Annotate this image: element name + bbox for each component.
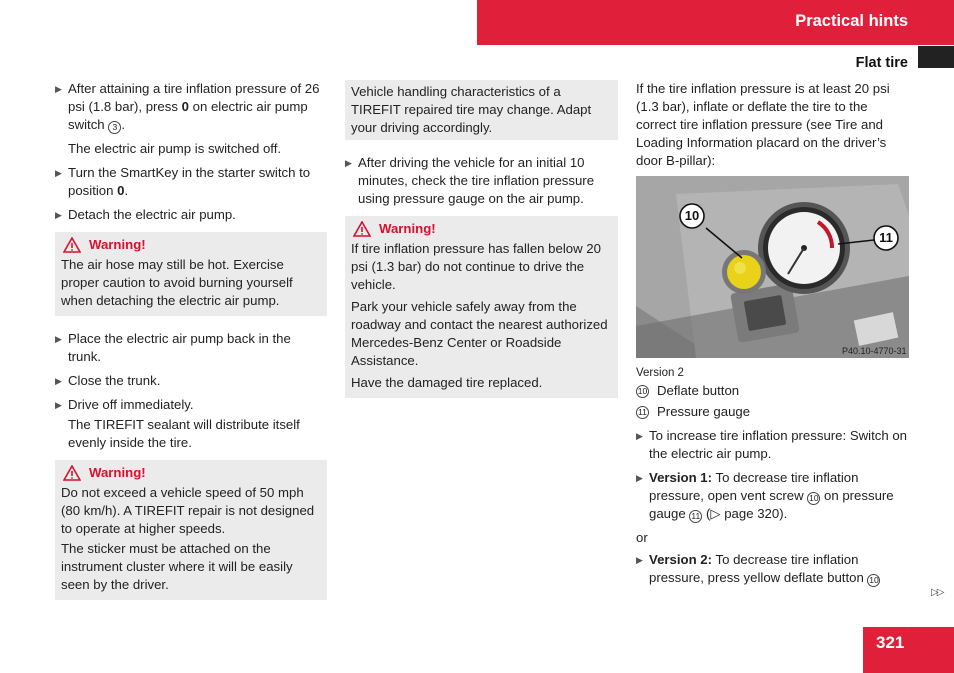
bullet-arrow-icon: ▶ (636, 555, 643, 565)
warning-triangle-icon (353, 221, 371, 237)
callout-number: 3 (108, 121, 121, 134)
warning-text: If tire inflation pressure has fallen below 20 psi (1.3 bar) do not continue to drive the vehicle. (351, 241, 601, 292)
section-title: Flat tire (855, 55, 908, 71)
page-number: 321 (876, 633, 905, 652)
intro-text: If the tire inflation pressure is at least 20 psi (1.3 bar), inflate or deflate the tire to the correct tire inflation pressure (see Tire and Loading Information placard on the driver’s door B-pillar): (636, 81, 890, 168)
warning-text: The air hose may still be hot. Exercise proper caution to avoid burning yourself when detaching the electric air pump. (61, 257, 293, 308)
step: ▶ Turn the SmartKey in the starter switch to position 0. (55, 165, 311, 198)
warning-text: Have the damaged tire replaced. (351, 375, 543, 390)
tab-marker (918, 46, 954, 68)
warning-triangle-icon (63, 465, 81, 481)
bullet-arrow-icon: ▶ (55, 376, 62, 386)
or-text: or (636, 530, 648, 545)
warning-heading: Warning! (61, 236, 321, 254)
column-3 (636, 80, 909, 593)
bullet-arrow-icon: ▶ (345, 158, 352, 168)
bullet-arrow-icon: ▶ (55, 168, 62, 178)
warning-text: The sticker must be attached on the instrument cluster where it will be easily seen by the driver. (61, 541, 293, 592)
note: The electric air pump is switched off. (68, 141, 282, 156)
callout-10: 10 (684, 208, 700, 223)
step: ▶ Version 2: To decrease tire inflation pressure, press yellow deflate button 10 (636, 552, 879, 585)
callout-number: 10 (809, 493, 819, 503)
warning-heading: Warning! (351, 220, 612, 238)
column-1 (55, 80, 327, 614)
bullet-arrow-icon: ▶ (55, 210, 62, 220)
warning-triangle-icon (63, 237, 81, 253)
step: ▶ To increase tire inflation pressure: Switch on the electric air pump. (636, 428, 908, 461)
note: The TIREFIT sealant will distribute itself evenly inside the tire. (68, 417, 300, 450)
bullet-arrow-icon: ▶ (636, 473, 643, 483)
legend-item: 11 Pressure gauge (636, 403, 909, 421)
header-title: Practical hints (795, 12, 908, 30)
callout-11: 11 (879, 230, 893, 245)
air-pump-photo (636, 176, 909, 358)
warning-box (55, 232, 327, 316)
callout-number: 10 (637, 386, 648, 396)
bullet-arrow-icon: ▶ (55, 84, 62, 94)
bullet-arrow-icon: ▶ (55, 334, 62, 344)
step: ▶ After driving the vehicle for an initial 10 minutes, check the tire inflation pressure using pressure gauge on the air pump. (345, 155, 595, 206)
warning-text: Do not exceed a vehicle speed of 50 mph (80 km/h). A TIREFIT repair is not designed to operate at higher speeds. (61, 485, 315, 536)
step: ▶ Detach the electric air pump. (55, 207, 236, 222)
callout-number: 11 (689, 510, 702, 523)
figure-reference: P40.10-4770-31 (842, 346, 907, 356)
step: ▶ Close the trunk. (55, 373, 161, 388)
warning-box (55, 460, 327, 600)
step: ▶ Place the electric air pump back in the trunk. (55, 331, 291, 364)
legend-item: 10 Deflate button (637, 383, 740, 398)
column-2 (345, 80, 618, 412)
step: ▶ Drive off immediately. (55, 397, 194, 412)
step: ▶ Version 1: To decrease tire inflation pressure, open vent screw 10 on pressure gauge 11 (▷ page 320). (636, 470, 894, 521)
air-pump-illustration (636, 176, 909, 358)
warning-text: Park your vehicle safely away from the roadway and contact the nearest authorized Mercedes-Benz Center or Roadside Assistance. (351, 299, 608, 368)
figure-legend (636, 382, 909, 421)
callout-number: 10 (869, 575, 879, 585)
step: ▶ After attaining a tire inflation pressure of 26 psi (1.8 bar), press 0 on electric air pump switch 3 . (55, 81, 320, 132)
bullet-arrow-icon: ▶ (636, 431, 643, 441)
callout-number: 11 (636, 406, 649, 419)
figure-caption: Version 2 (636, 367, 684, 379)
continue-arrow-icon: ▷▷ (931, 587, 943, 598)
bullet-arrow-icon: ▶ (55, 400, 62, 410)
warning-box (345, 216, 618, 398)
info-box: Vehicle handling characteristics of a TIREFIT repaired tire may change. Adapt your driving accordingly. (345, 80, 618, 140)
warning-heading: Warning! (61, 464, 321, 482)
